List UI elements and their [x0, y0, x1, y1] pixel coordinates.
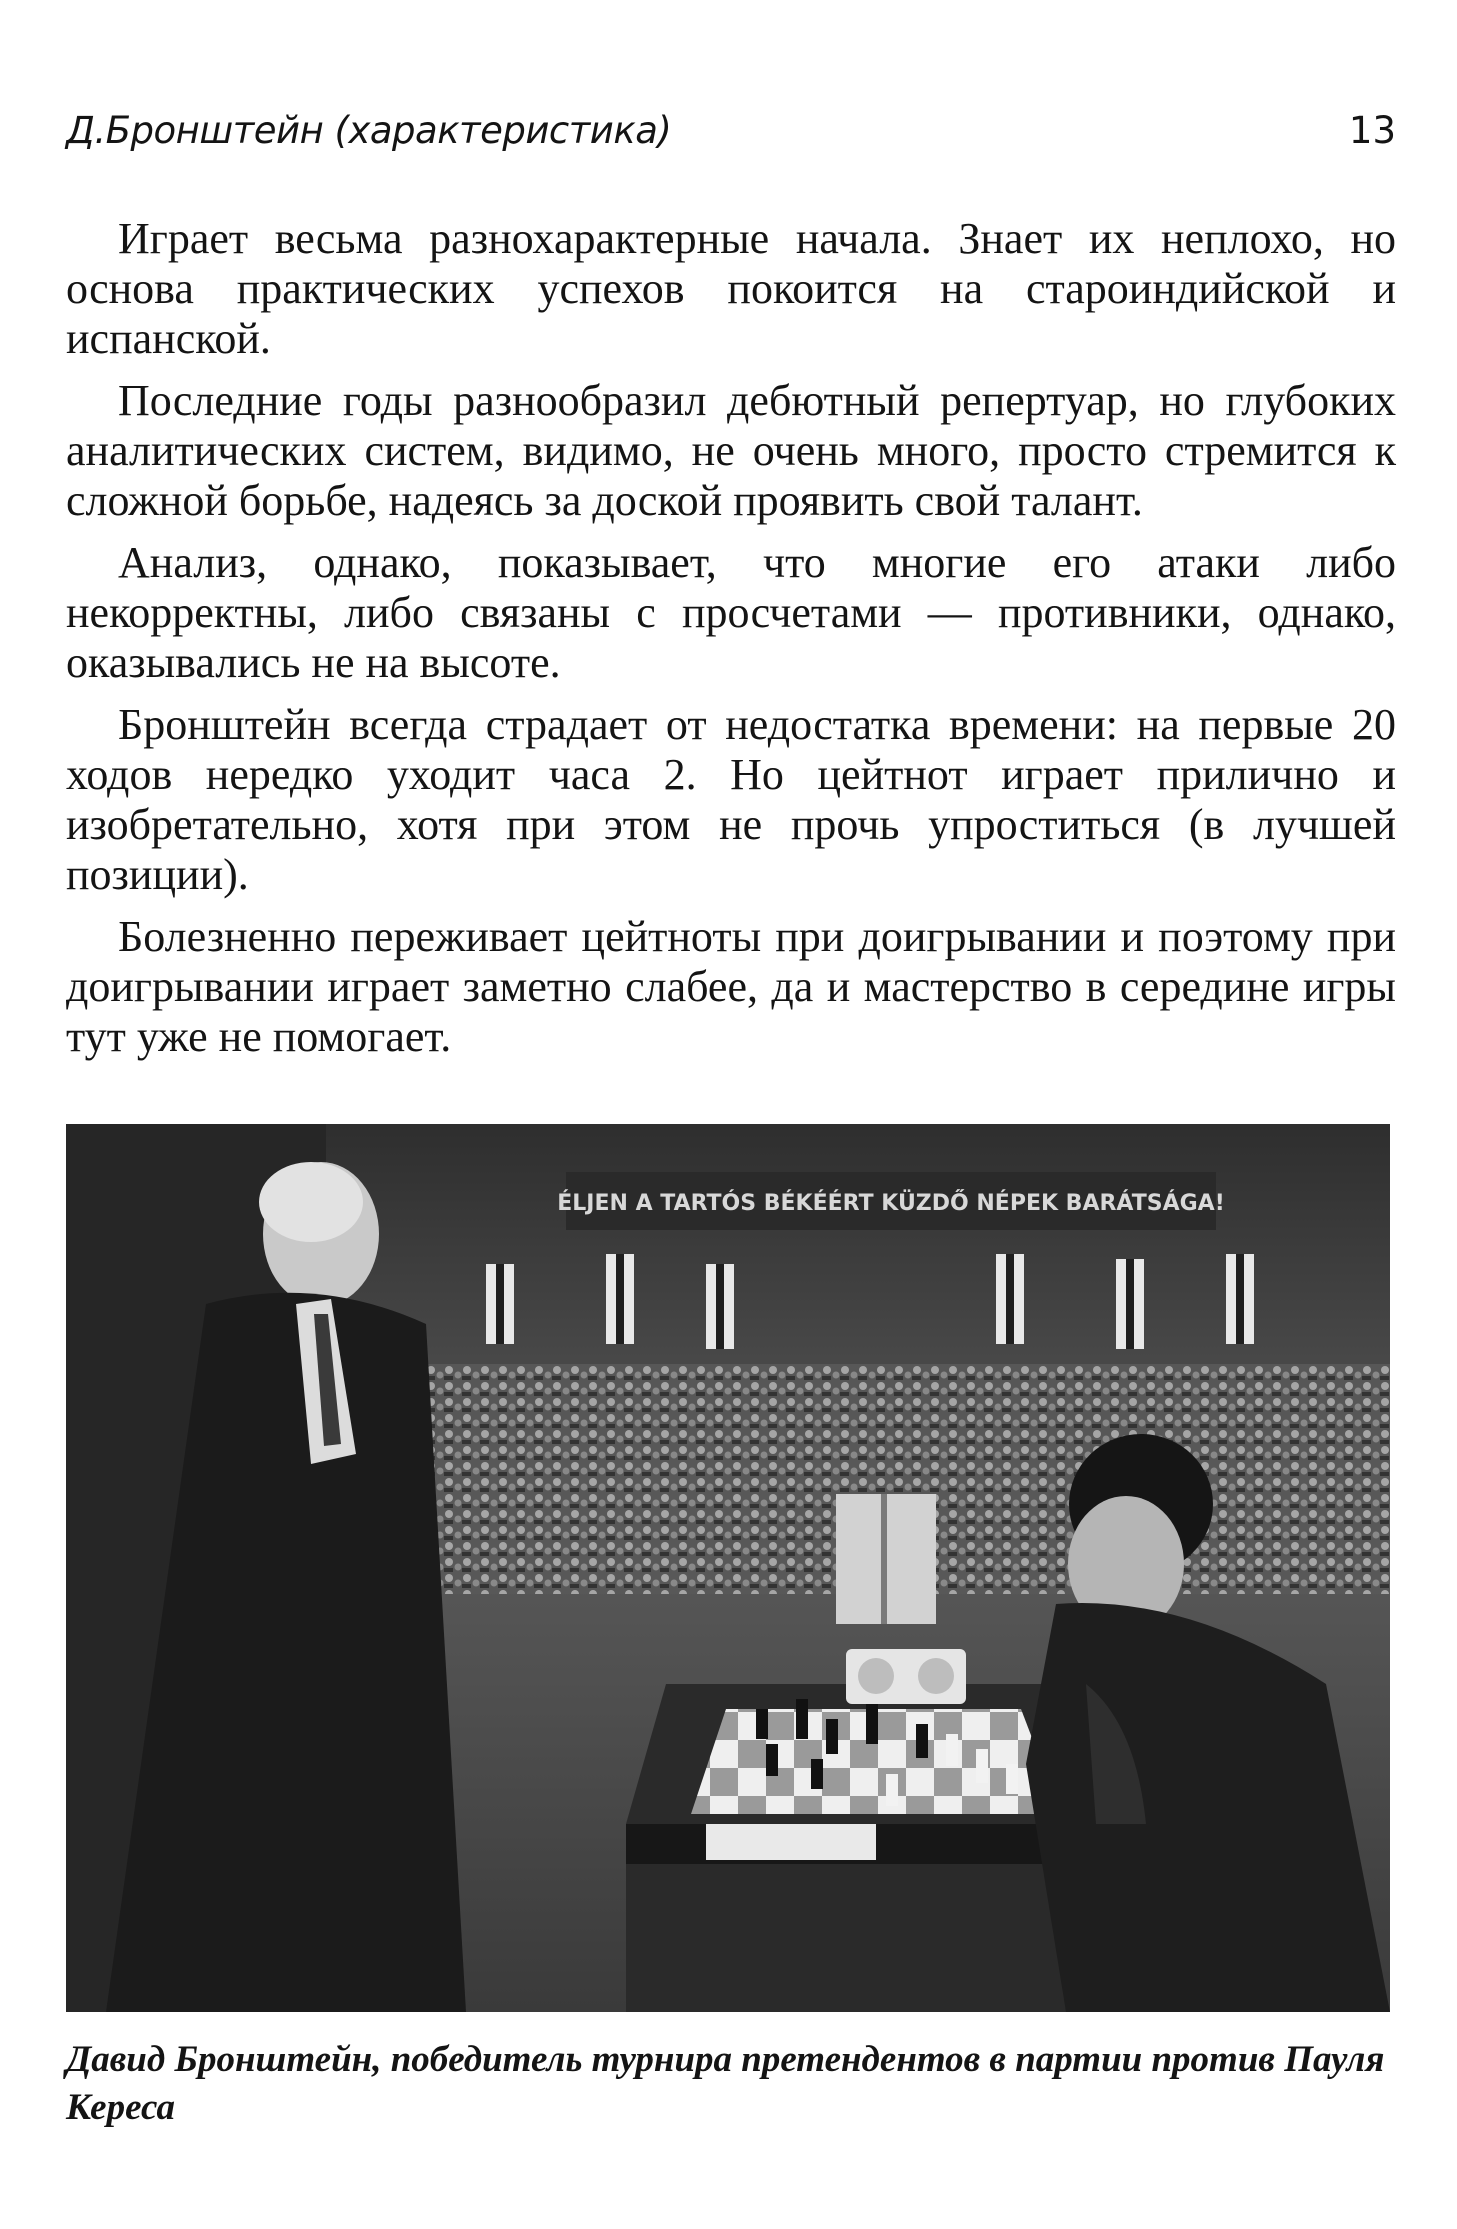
paragraph-2: Последние годы разнообразил дебютный репертуар, но глубоких аналитических систем, видимо, не очень много, просто стремится к сложной борьбе, надеясь за доской проявить свой талант. [66, 376, 1396, 525]
paragraph-3: Анализ, однако, показывает, что многие его атаки либо некорректны, либо связаны с просчетами — противники, однако, оказывались не на высоте. [66, 538, 1396, 687]
body-text [66, 214, 1396, 1074]
paragraph-1: Играет весьма разнохарактерные начала. Знает их неплохо, но основа практических успехов покоится на староиндийской и испанской. [66, 214, 1396, 363]
banner-text: ÉLJEN A TARTÓS BÉKÉÉRT KÜZDŐ NÉPEK BARÁTSÁGA! [557, 1191, 1225, 1216]
running-head: Д.Бронштейн (характеристика) [66, 109, 672, 152]
photo-illustration [66, 1124, 1390, 2012]
scoresheet [706, 1824, 876, 1860]
paragraph-4: Бронштейн всегда страдает от недостатка времени: на первые 20 ходов нередко уходит часа 2. Но цейтнот играет прилично и изобретательно, хотя при этом не прочь упроститься (в лучшей позиции). [66, 700, 1396, 899]
paragraph-5: Болезненно переживает цейтноты при доигрывании и поэтому при доигрывании играет заметно слабее, да и мастерство в середине игры тут уже не помогает. [66, 912, 1396, 1061]
photo-caption: Давид Бронштейн, победитель турнира претендентов в партии против Пауля Кереса [66, 2039, 1385, 2128]
page-header [66, 106, 1396, 156]
page-number: 13 [1348, 109, 1396, 152]
chess-match-photo [66, 1124, 1390, 2012]
